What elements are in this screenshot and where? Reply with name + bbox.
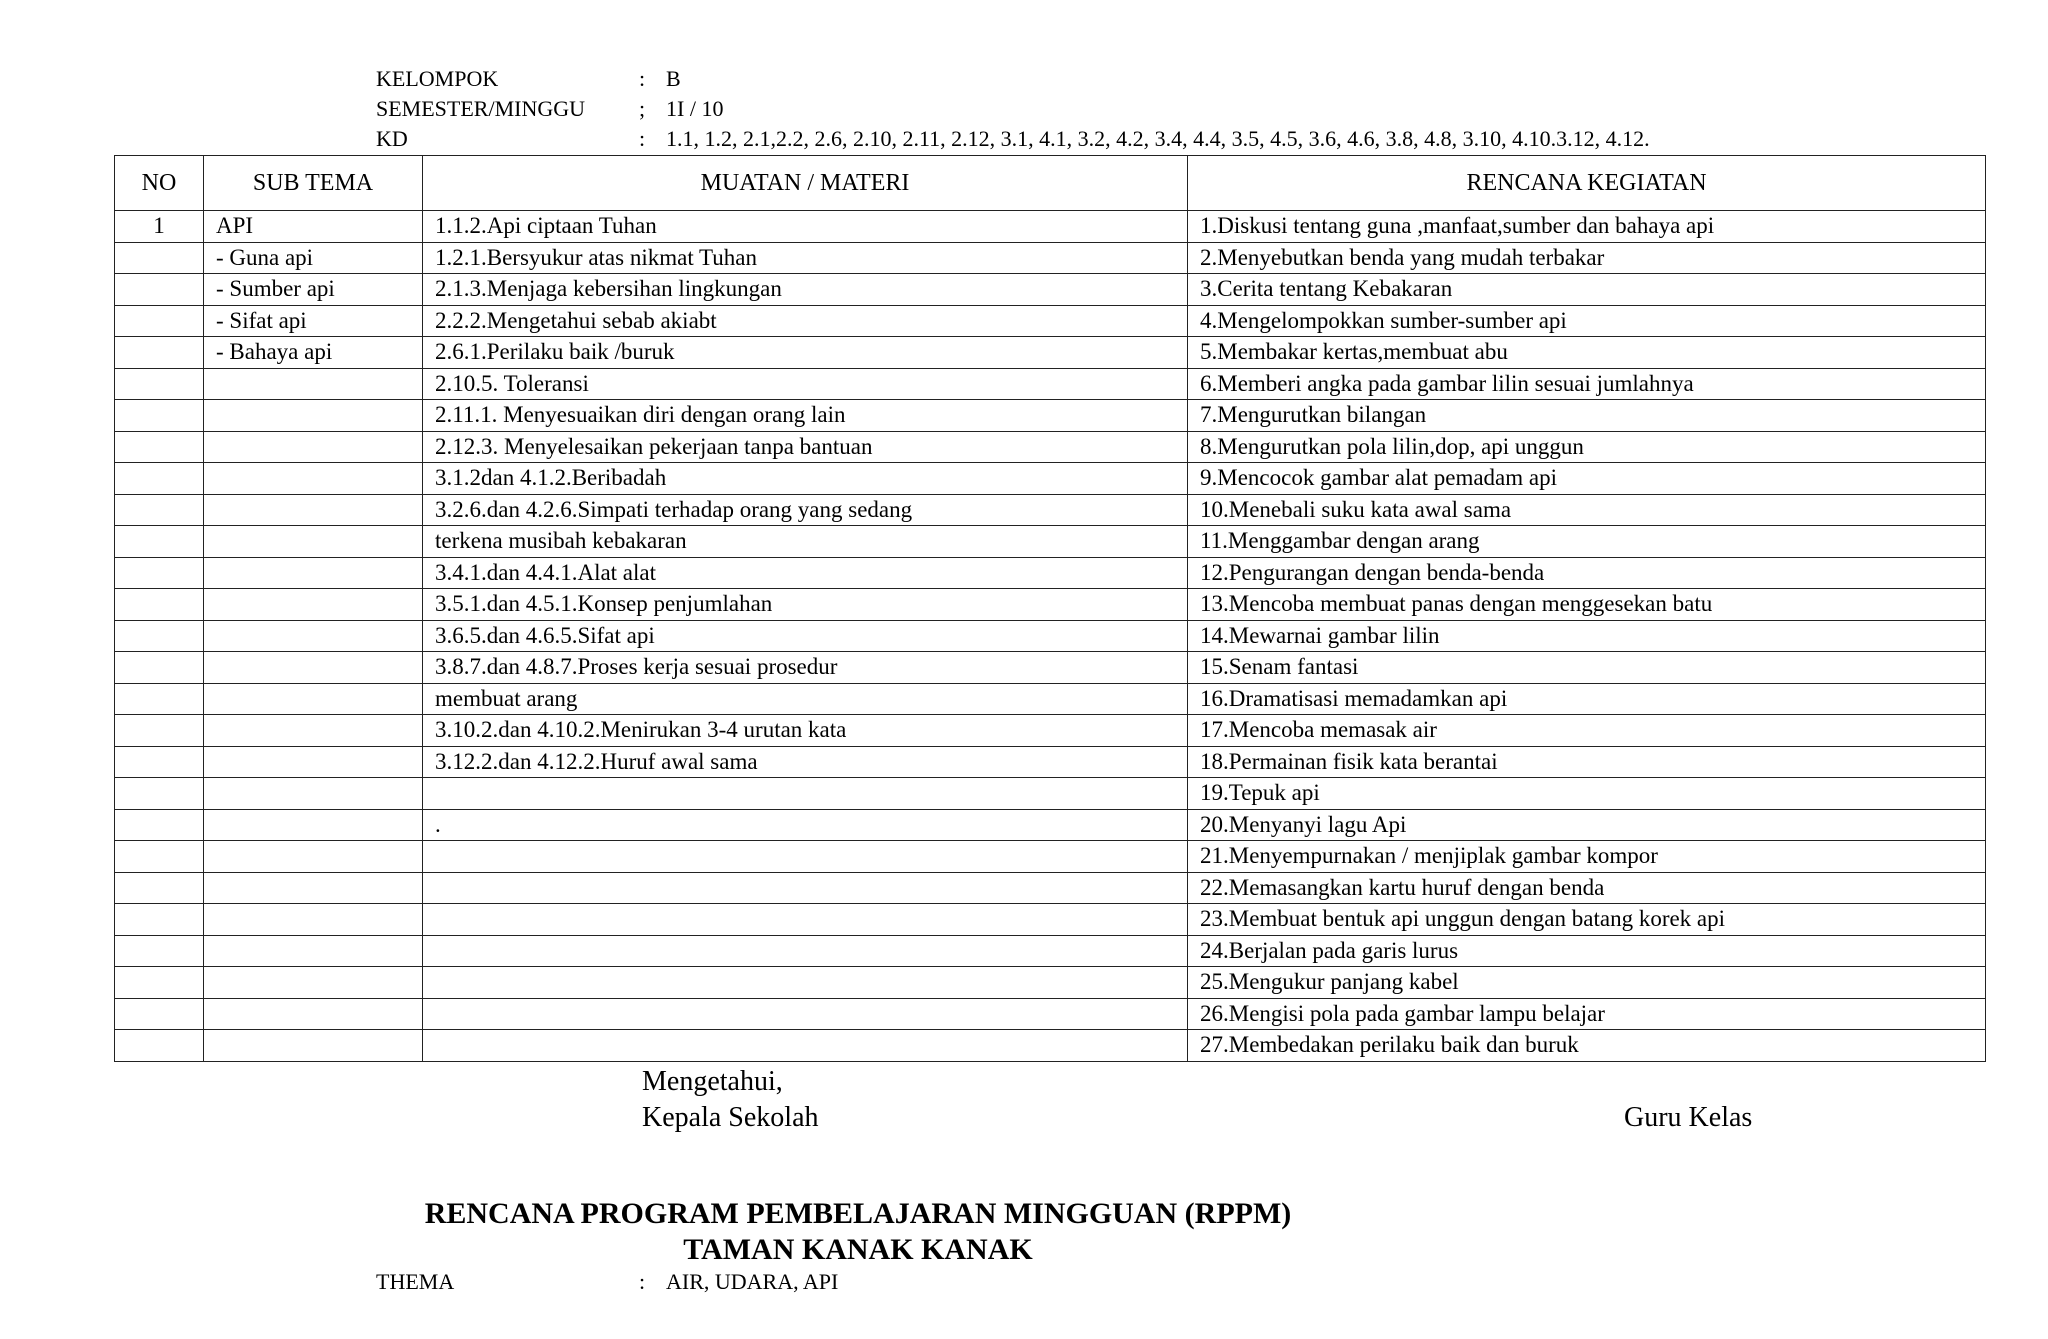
cell-muatan: 3.10.2.dan 4.10.2.Menirukan 3-4 urutan kata (423, 715, 1188, 747)
cell-sub-tema: - Guna api (204, 242, 423, 274)
cell-muatan (423, 935, 1188, 967)
cell-rencana: 11.Menggambar dengan arang (1188, 526, 1986, 558)
cell-muatan: 2.1.3.Menjaga kebersihan lingkungan (423, 274, 1188, 306)
table-row (115, 305, 1986, 337)
cell-no (115, 589, 204, 621)
header-separator: : (639, 66, 646, 91)
cell-no (115, 841, 204, 873)
cell-no (115, 274, 204, 306)
cell-no (115, 494, 204, 526)
cell-sub-tema (204, 872, 423, 904)
cell-sub-tema (204, 589, 423, 621)
table-row (115, 526, 1986, 558)
table-row (115, 872, 1986, 904)
cell-no (115, 652, 204, 684)
cell-muatan (423, 841, 1188, 873)
cell-muatan: terkena musibah kebakaran (423, 526, 1188, 558)
cell-sub-tema (204, 778, 423, 810)
cell-muatan (423, 872, 1188, 904)
teacher-label: Guru Kelas (1624, 1102, 1753, 1133)
cell-sub-tema (204, 526, 423, 558)
cell-sub-tema (204, 557, 423, 589)
cell-no (115, 463, 204, 495)
cell-sub-tema (204, 746, 423, 778)
cell-rencana: 27.Membedakan perilaku baik dan buruk (1188, 1030, 1986, 1062)
column-header-rencana: RENCANA KEGIATAN (1188, 156, 1986, 211)
table-row (115, 211, 1986, 243)
cell-sub-tema (204, 652, 423, 684)
cell-muatan: 2.12.3. Menyelesaikan pekerjaan tanpa bantuan (423, 431, 1188, 463)
cell-sub-tema (204, 904, 423, 936)
cell-rencana: 18.Permainan fisik kata berantai (1188, 746, 1986, 778)
table-row (115, 463, 1986, 495)
cell-rencana: 8.Mengurutkan pola lilin,dop, api unggun (1188, 431, 1986, 463)
header-label: KELOMPOK (376, 66, 499, 91)
cell-rencana: 19.Tepuk api (1188, 778, 1986, 810)
table-row (115, 652, 1986, 684)
table-row (115, 841, 1986, 873)
cell-rencana: 17.Mencoba memasak air (1188, 715, 1986, 747)
cell-muatan: 3.6.5.dan 4.6.5.Sifat api (423, 620, 1188, 652)
cell-rencana: 15.Senam fantasi (1188, 652, 1986, 684)
cell-muatan (423, 998, 1188, 1030)
cell-sub-tema (204, 683, 423, 715)
document-subtitle: TAMAN KANAK KANAK (683, 1233, 1033, 1266)
cell-muatan: 3.5.1.dan 4.5.1.Konsep penjumlahan (423, 589, 1188, 621)
cell-no (115, 809, 204, 841)
principal-label: Kepala Sekolah (642, 1102, 819, 1133)
cell-muatan: 2.2.2.Mengetahui sebab akiabt (423, 305, 1188, 337)
cell-sub-tema: - Bahaya api (204, 337, 423, 369)
cell-no (115, 1030, 204, 1062)
cell-rencana: 6.Memberi angka pada gambar lilin sesuai jumlahnya (1188, 368, 1986, 400)
cell-muatan: 2.11.1. Menyesuaikan diri dengan orang lain (423, 400, 1188, 432)
cell-rencana: 4.Mengelompokkan sumber-sumber api (1188, 305, 1986, 337)
cell-no (115, 935, 204, 967)
table-row (115, 967, 1986, 999)
table-row (115, 683, 1986, 715)
theme-label: THEMA (376, 1269, 455, 1294)
cell-sub-tema (204, 809, 423, 841)
cell-muatan: 3.2.6.dan 4.2.6.Simpati terhadap orang yang sedang (423, 494, 1188, 526)
theme-separator: : (639, 1269, 646, 1294)
table-row (115, 400, 1986, 432)
cell-rencana: 9.Mencocok gambar alat pemadam api (1188, 463, 1986, 495)
cell-sub-tema (204, 1030, 423, 1062)
table-row (115, 337, 1986, 369)
table-row (115, 1030, 1986, 1062)
cell-rencana: 1.Diskusi tentang guna ,manfaat,sumber dan bahaya api (1188, 211, 1986, 243)
document-title: RENCANA PROGRAM PEMBELAJARAN MINGGUAN (RPPM) (424, 1197, 1292, 1230)
cell-no (115, 620, 204, 652)
column-header-sub-tema: SUB TEMA (204, 156, 423, 211)
cell-muatan: 2.6.1.Perilaku baik /buruk (423, 337, 1188, 369)
cell-no (115, 904, 204, 936)
table-row (115, 589, 1986, 621)
cell-rencana: 3.Cerita tentang Kebakaran (1188, 274, 1986, 306)
cell-no (115, 778, 204, 810)
table-row (115, 494, 1986, 526)
cell-no (115, 557, 204, 589)
theme-value: AIR, UDARA, API (666, 1269, 839, 1294)
cell-sub-tema (204, 967, 423, 999)
table-body (115, 211, 1986, 1062)
header-label: SEMESTER/MINGGU (376, 96, 586, 121)
acknowledge-text: Mengetahui, (642, 1066, 783, 1097)
cell-rencana: 20.Menyanyi lagu Api (1188, 809, 1986, 841)
cell-muatan (423, 1030, 1188, 1062)
table-row (115, 935, 1986, 967)
cell-rencana: 21.Menyempurnakan / menjiplak gambar kompor (1188, 841, 1986, 873)
cell-muatan: 3.1.2dan 4.1.2.Beribadah (423, 463, 1188, 495)
cell-no (115, 998, 204, 1030)
cell-no (115, 431, 204, 463)
cell-no (115, 683, 204, 715)
cell-muatan (423, 904, 1188, 936)
table-row (115, 746, 1986, 778)
cell-rencana: 22.Memasangkan kartu huruf dengan benda (1188, 872, 1986, 904)
cell-no (115, 305, 204, 337)
column-header-muatan: MUATAN / MATERI (423, 156, 1188, 211)
cell-sub-tema (204, 935, 423, 967)
cell-rencana: 12.Pengurangan dengan benda-benda (1188, 557, 1986, 589)
cell-muatan: 3.4.1.dan 4.4.1.Alat alat (423, 557, 1188, 589)
cell-muatan: 3.8.7.dan 4.8.7.Proses kerja sesuai prosedur (423, 652, 1188, 684)
cell-muatan: membuat arang (423, 683, 1188, 715)
header-value: B (666, 66, 681, 91)
table-row (115, 431, 1986, 463)
header-label: KD (376, 126, 408, 151)
cell-no (115, 746, 204, 778)
cell-sub-tema (204, 620, 423, 652)
cell-sub-tema (204, 400, 423, 432)
cell-sub-tema (204, 463, 423, 495)
cell-no (115, 368, 204, 400)
cell-sub-tema (204, 715, 423, 747)
column-header-no: NO (115, 156, 204, 211)
header-value: 1I / 10 (666, 96, 724, 121)
cell-rencana: 5.Membakar kertas,membuat abu (1188, 337, 1986, 369)
cell-muatan: 1.1.2.Api ciptaan Tuhan (423, 211, 1188, 243)
cell-sub-tema (204, 998, 423, 1030)
cell-rencana: 24.Berjalan pada garis lurus (1188, 935, 1986, 967)
cell-rencana: 16.Dramatisasi memadamkan api (1188, 683, 1986, 715)
cell-no (115, 526, 204, 558)
table-row (115, 715, 1986, 747)
cell-sub-tema (204, 431, 423, 463)
cell-sub-tema (204, 368, 423, 400)
table-row (115, 557, 1986, 589)
table-row (115, 620, 1986, 652)
table-row (115, 809, 1986, 841)
cell-sub-tema: - Sumber api (204, 274, 423, 306)
cell-rencana: 14.Mewarnai gambar lilin (1188, 620, 1986, 652)
cell-rencana: 7.Mengurutkan bilangan (1188, 400, 1986, 432)
cell-no (115, 967, 204, 999)
table-row (115, 778, 1986, 810)
cell-no (115, 872, 204, 904)
cell-rencana: 2.Menyebutkan benda yang mudah terbakar (1188, 242, 1986, 274)
header-value: 1.1, 1.2, 2.1,2.2, 2.6, 2.10, 2.11, 2.12, 3.1, 4.1, 3.2, 4.2, 3.4, 4.4, 3.5, 4.5, 3.6, 4.6, 3.8, 4.8, 3.10, 4.10.3.12, 4.12. (666, 126, 1650, 151)
cell-rencana: 23.Membuat bentuk api unggun dengan batang korek api (1188, 904, 1986, 936)
cell-muatan (423, 778, 1188, 810)
cell-muatan (423, 967, 1188, 999)
cell-no (115, 715, 204, 747)
cell-sub-tema (204, 841, 423, 873)
cell-sub-tema (204, 494, 423, 526)
cell-rencana: 26.Mengisi pola pada gambar lampu belajar (1188, 998, 1986, 1030)
cell-rencana: 13.Mencoba membuat panas dengan menggesekan batu (1188, 589, 1986, 621)
cell-no (115, 400, 204, 432)
table-row (115, 904, 1986, 936)
cell-muatan: 1.2.1.Bersyukur atas nikmat Tuhan (423, 242, 1188, 274)
header-separator: ; (639, 96, 646, 121)
header-separator: : (639, 126, 646, 151)
table-header-row (115, 156, 1986, 211)
cell-rencana: 25.Mengukur panjang kabel (1188, 967, 1986, 999)
cell-rencana: 10.Menebali suku kata awal sama (1188, 494, 1986, 526)
cell-muatan: 2.10.5. Toleransi (423, 368, 1188, 400)
table-row (115, 242, 1986, 274)
cell-no: 1 (115, 211, 204, 243)
cell-sub-tema: - Sifat api (204, 305, 423, 337)
cell-muatan: . (423, 809, 1188, 841)
plan-table (114, 155, 1986, 1062)
cell-no (115, 337, 204, 369)
cell-muatan: 3.12.2.dan 4.12.2.Huruf awal sama (423, 746, 1188, 778)
table-row (115, 998, 1986, 1030)
table-row (115, 368, 1986, 400)
table-row (115, 274, 1986, 306)
cell-sub-tema: API (204, 211, 423, 243)
cell-no (115, 242, 204, 274)
